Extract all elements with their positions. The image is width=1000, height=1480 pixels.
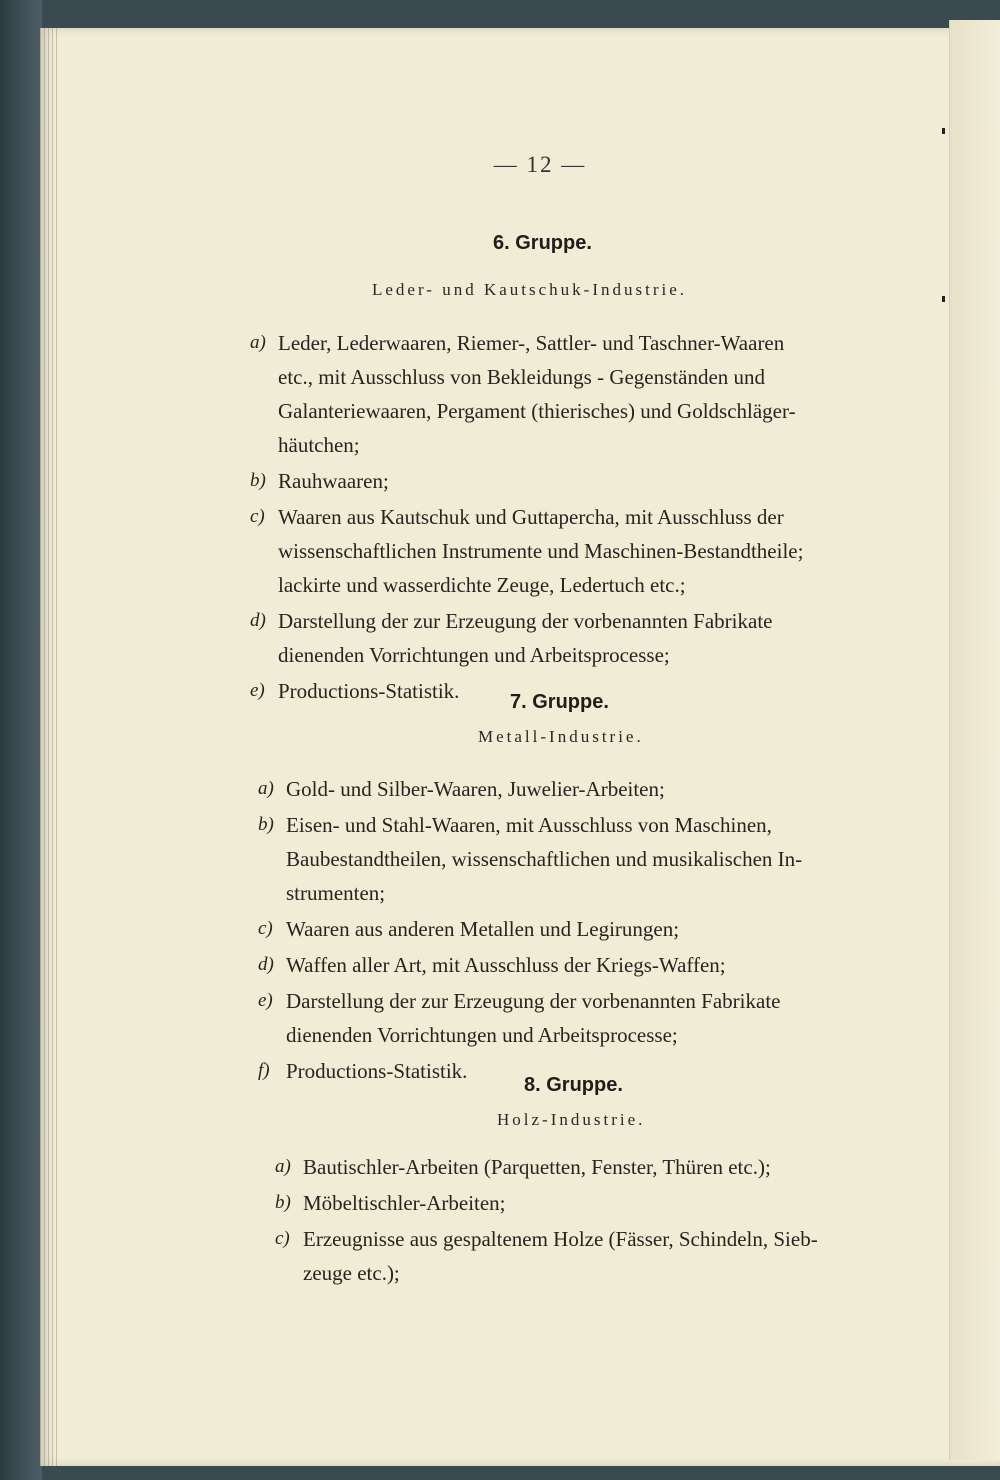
item-text-line: Productions-Statistik. (286, 1059, 468, 1083)
item-label: d) (250, 610, 266, 631)
group-6-title: 6. Gruppe. (493, 232, 592, 254)
item-text-line: Erzeugnisse aus gespaltenem Holze (Fässer, Schindeln, Sieb- (303, 1227, 818, 1251)
item-label: c) (250, 506, 265, 527)
item-text-line: Bautischler-Arbeiten (Parquetten, Fenster, Thüren etc.); (303, 1155, 771, 1179)
item-text-line: Gold- und Silber-Waaren, Juwelier-Arbeiten; (286, 777, 665, 801)
group-7-subtitle: Metall-Industrie. (478, 727, 644, 746)
item-label: b) (250, 470, 266, 491)
item-text-line: Galanteriewaaren, Pergament (thierisches) und Goldschläger- (278, 399, 796, 423)
item-text-line: Leder, Lederwaaren, Riemer-, Sattler- und Taschner-Waaren (278, 331, 785, 355)
item-text-line: Waffen aller Art, mit Ausschluss der Kriegs-Waffen; (286, 953, 726, 977)
item-text-line: zeuge etc.); (303, 1261, 400, 1285)
item-label: b) (275, 1192, 291, 1213)
group-8-item (275, 1186, 506, 1220)
group-7-item (258, 984, 780, 1052)
item-label: e) (258, 990, 273, 1011)
item-label: a) (250, 332, 266, 353)
item-text-line: Darstellung der zur Erzeugung der vorbenannten Fabrikate (286, 989, 781, 1013)
item-text-line: Waaren aus Kautschuk und Guttapercha, mit Ausschluss der (278, 505, 784, 529)
group-7-item (258, 808, 802, 910)
item-label: c) (258, 918, 273, 939)
group-6-item (250, 604, 772, 672)
group-6-item (250, 464, 389, 498)
group-7-title: 7. Gruppe. (510, 691, 609, 713)
group-7-item (258, 772, 665, 806)
group-7-item (258, 912, 679, 946)
item-text-line: Rauhwaaren; (278, 469, 389, 493)
group-6-subtitle: Leder- und Kautschuk-Industrie. (372, 280, 688, 299)
group-8-subtitle: Holz-Industrie. (497, 1110, 646, 1129)
item-text-line: Eisen- und Stahl-Waaren, mit Ausschluss von Maschinen, (286, 813, 772, 837)
item-label: b) (258, 814, 274, 835)
item-text-line: Waaren aus anderen Metallen und Legirungen; (286, 917, 680, 941)
item-text-line: dienenden Vorrichtungen und Arbeitsprocesse; (286, 1023, 678, 1047)
group-6-item (250, 500, 803, 602)
item-text-line: wissenschaftlichen Instrumente und Maschinen-Bestandtheile; (278, 539, 804, 563)
page-number: — 12 — (493, 152, 587, 177)
group-6-item (250, 674, 459, 708)
item-text-line: Baubestandtheilen, wissenschaftlichen und musikalischen In- (286, 847, 803, 871)
group-7-item (258, 1054, 467, 1088)
item-text-line: etc., mit Ausschluss von Bekleidungs - Gegenständen und (278, 365, 766, 389)
item-label: d) (258, 954, 274, 975)
group-8-title: 8. Gruppe. (524, 1074, 623, 1096)
group-8-item (275, 1222, 818, 1290)
item-text-line: Darstellung der zur Erzeugung der vorbenannten Fabrikate (278, 609, 773, 633)
item-label: c) (275, 1228, 290, 1249)
item-label: a) (275, 1156, 291, 1177)
item-text-line: Productions-Statistik. (278, 679, 460, 703)
item-text-line: häutchen; (278, 433, 360, 457)
group-6-item (250, 326, 796, 462)
group-8-item (275, 1150, 771, 1184)
item-label: e) (250, 680, 265, 701)
item-text-line: strumenten; (286, 881, 386, 905)
item-text-line: lackirte und wasserdichte Zeuge, Ledertuch etc.; (278, 573, 686, 597)
item-label: f) (258, 1060, 270, 1081)
item-label: a) (258, 778, 274, 799)
group-7-item (258, 948, 726, 982)
item-text-line: Möbeltischler-Arbeiten; (303, 1191, 506, 1215)
item-text-line: dienenden Vorrichtungen und Arbeitsprocesse; (278, 643, 670, 667)
